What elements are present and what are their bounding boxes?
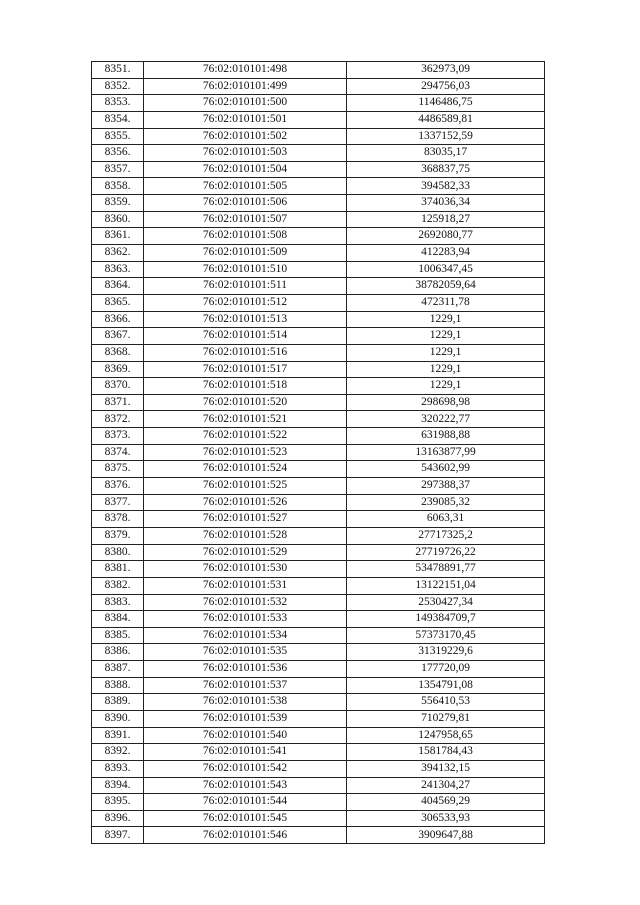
table-row	[92, 478, 545, 495]
cadastral-number-cell: 76:02:010101:537	[144, 677, 347, 694]
table-row	[92, 278, 545, 295]
cadastral-value-cell: 1229,1	[347, 311, 545, 328]
cadastral-value-cell: 4486589,81	[347, 111, 545, 128]
cadastral-value-cell: 1229,1	[347, 328, 545, 345]
table-row	[92, 261, 545, 278]
cadastral-number-cell: 76:02:010101:540	[144, 727, 347, 744]
table-row	[92, 527, 545, 544]
cadastral-value-cell: 412283,94	[347, 245, 545, 262]
cadastral-value-cell: 239085,32	[347, 494, 545, 511]
table-row	[92, 195, 545, 212]
row-number-cell: 8373.	[92, 428, 144, 445]
cadastral-number-cell: 76:02:010101:523	[144, 444, 347, 461]
cadastral-value-cell: 1354791,08	[347, 677, 545, 694]
row-number-cell: 8396.	[92, 810, 144, 827]
row-number-cell: 8381.	[92, 561, 144, 578]
table-row	[92, 594, 545, 611]
cadastral-value-cell: 1337152,59	[347, 128, 545, 145]
cadastral-number-cell: 76:02:010101:541	[144, 744, 347, 761]
cadastral-value-cell: 394132,15	[347, 760, 545, 777]
table-row	[92, 677, 545, 694]
table-row	[92, 378, 545, 395]
table-row	[92, 145, 545, 162]
table-row	[92, 727, 545, 744]
table-row	[92, 810, 545, 827]
row-number-cell: 8365.	[92, 294, 144, 311]
row-number-cell: 8377.	[92, 494, 144, 511]
row-number-cell: 8366.	[92, 311, 144, 328]
cadastral-value-cell: 1146486,75	[347, 95, 545, 112]
table-row	[92, 744, 545, 761]
cadastral-number-cell: 76:02:010101:544	[144, 794, 347, 811]
cadastral-value-cell: 1247958,65	[347, 727, 545, 744]
row-number-cell: 8390.	[92, 710, 144, 727]
cadastral-number-cell: 76:02:010101:510	[144, 261, 347, 278]
cadastral-value-cell: 2692080,77	[347, 228, 545, 245]
cadastral-number-cell: 76:02:010101:527	[144, 511, 347, 528]
cadastral-number-cell: 76:02:010101:546	[144, 827, 347, 844]
row-number-cell: 8393.	[92, 760, 144, 777]
row-number-cell: 8379.	[92, 527, 144, 544]
table-row	[92, 178, 545, 195]
row-number-cell: 8357.	[92, 161, 144, 178]
row-number-cell: 8378.	[92, 511, 144, 528]
cadastral-value-cell: 125918,27	[347, 211, 545, 228]
table-row	[92, 311, 545, 328]
table-row	[92, 411, 545, 428]
cadastral-number-cell: 76:02:010101:513	[144, 311, 347, 328]
cadastral-number-cell: 76:02:010101:525	[144, 478, 347, 495]
cadastral-number-cell: 76:02:010101:531	[144, 577, 347, 594]
cadastral-number-cell: 76:02:010101:526	[144, 494, 347, 511]
row-number-cell: 8383.	[92, 594, 144, 611]
cadastral-number-cell: 76:02:010101:542	[144, 760, 347, 777]
cadastral-value-cell: 556410,53	[347, 694, 545, 711]
cadastral-value-cell: 6063,31	[347, 511, 545, 528]
row-number-cell: 8353.	[92, 95, 144, 112]
cadastral-value-cell: 83035,17	[347, 145, 545, 162]
row-number-cell: 8362.	[92, 245, 144, 262]
cadastral-value-cell: 294756,03	[347, 78, 545, 95]
cadastral-number-cell: 76:02:010101:509	[144, 245, 347, 262]
table-row	[92, 428, 545, 445]
cadastral-number-cell: 76:02:010101:502	[144, 128, 347, 145]
row-number-cell: 8394.	[92, 777, 144, 794]
row-number-cell: 8361.	[92, 228, 144, 245]
cadastral-number-cell: 76:02:010101:506	[144, 195, 347, 212]
table-row	[92, 627, 545, 644]
table-row	[92, 694, 545, 711]
cadastral-number-cell: 76:02:010101:534	[144, 627, 347, 644]
table-row	[92, 661, 545, 678]
cadastral-value-table	[91, 61, 545, 844]
row-number-cell: 8389.	[92, 694, 144, 711]
table-row	[92, 161, 545, 178]
table-row	[92, 294, 545, 311]
cadastral-value-cell: 2530427,34	[347, 594, 545, 611]
table-row	[92, 394, 545, 411]
table-row	[92, 760, 545, 777]
row-number-cell: 8385.	[92, 627, 144, 644]
cadastral-number-cell: 76:02:010101:524	[144, 461, 347, 478]
table-row	[92, 228, 545, 245]
cadastral-value-cell: 543602,99	[347, 461, 545, 478]
cadastral-number-cell: 76:02:010101:539	[144, 710, 347, 727]
cadastral-number-cell: 76:02:010101:518	[144, 378, 347, 395]
cadastral-value-cell: 297388,37	[347, 478, 545, 495]
table-row	[92, 544, 545, 561]
cadastral-value-cell: 362973,09	[347, 62, 545, 79]
row-number-cell: 8352.	[92, 78, 144, 95]
cadastral-value-cell: 306533,93	[347, 810, 545, 827]
table-row	[92, 511, 545, 528]
cadastral-value-cell: 177720,09	[347, 661, 545, 678]
cadastral-number-cell: 76:02:010101:545	[144, 810, 347, 827]
cadastral-number-cell: 76:02:010101:508	[144, 228, 347, 245]
cadastral-value-cell: 149384709,7	[347, 611, 545, 628]
cadastral-number-cell: 76:02:010101:532	[144, 594, 347, 611]
cadastral-value-cell: 1229,1	[347, 344, 545, 361]
cadastral-value-cell: 3909647,88	[347, 827, 545, 844]
cadastral-value-cell: 374036,34	[347, 195, 545, 212]
cadastral-value-cell: 710279,81	[347, 710, 545, 727]
cadastral-number-cell: 76:02:010101:543	[144, 777, 347, 794]
row-number-cell: 8360.	[92, 211, 144, 228]
cadastral-number-cell: 76:02:010101:535	[144, 644, 347, 661]
row-number-cell: 8395.	[92, 794, 144, 811]
row-number-cell: 8380.	[92, 544, 144, 561]
row-number-cell: 8356.	[92, 145, 144, 162]
row-number-cell: 8384.	[92, 611, 144, 628]
cadastral-value-cell: 13122151,04	[347, 577, 545, 594]
cadastral-number-cell: 76:02:010101:500	[144, 95, 347, 112]
cadastral-number-cell: 76:02:010101:499	[144, 78, 347, 95]
table-row	[92, 211, 545, 228]
table-row	[92, 111, 545, 128]
cadastral-number-cell: 76:02:010101:504	[144, 161, 347, 178]
cadastral-number-cell: 76:02:010101:505	[144, 178, 347, 195]
row-number-cell: 8372.	[92, 411, 144, 428]
cadastral-value-cell: 27717325,2	[347, 527, 545, 544]
row-number-cell: 8391.	[92, 727, 144, 744]
table-row	[92, 777, 545, 794]
cadastral-value-cell: 57373170,45	[347, 627, 545, 644]
row-number-cell: 8355.	[92, 128, 144, 145]
cadastral-value-cell: 1229,1	[347, 361, 545, 378]
row-number-cell: 8351.	[92, 62, 144, 79]
cadastral-number-cell: 76:02:010101:528	[144, 527, 347, 544]
cadastral-value-cell: 53478891,77	[347, 561, 545, 578]
table-row	[92, 95, 545, 112]
table-row	[92, 444, 545, 461]
cadastral-number-cell: 76:02:010101:501	[144, 111, 347, 128]
cadastral-value-cell: 1229,1	[347, 378, 545, 395]
cadastral-value-cell: 368837,75	[347, 161, 545, 178]
row-number-cell: 8397.	[92, 827, 144, 844]
row-number-cell: 8354.	[92, 111, 144, 128]
table-row	[92, 245, 545, 262]
table-row	[92, 710, 545, 727]
cadastral-number-cell: 76:02:010101:520	[144, 394, 347, 411]
table-body	[92, 62, 545, 844]
row-number-cell: 8363.	[92, 261, 144, 278]
cadastral-number-cell: 76:02:010101:530	[144, 561, 347, 578]
row-number-cell: 8386.	[92, 644, 144, 661]
cadastral-number-cell: 76:02:010101:512	[144, 294, 347, 311]
cadastral-number-cell: 76:02:010101:536	[144, 661, 347, 678]
cadastral-value-cell: 1581784,43	[347, 744, 545, 761]
row-number-cell: 8375.	[92, 461, 144, 478]
row-number-cell: 8371.	[92, 394, 144, 411]
table-row	[92, 62, 545, 79]
cadastral-number-cell: 76:02:010101:529	[144, 544, 347, 561]
table-row	[92, 361, 545, 378]
cadastral-number-cell: 76:02:010101:511	[144, 278, 347, 295]
table-row	[92, 794, 545, 811]
row-number-cell: 8376.	[92, 478, 144, 495]
cadastral-value-cell: 631988,88	[347, 428, 545, 445]
row-number-cell: 8387.	[92, 661, 144, 678]
table-row	[92, 561, 545, 578]
table-row	[92, 344, 545, 361]
table-row	[92, 328, 545, 345]
row-number-cell: 8374.	[92, 444, 144, 461]
cadastral-value-cell: 298698,98	[347, 394, 545, 411]
cadastral-number-cell: 76:02:010101:503	[144, 145, 347, 162]
cadastral-number-cell: 76:02:010101:498	[144, 62, 347, 79]
cadastral-value-cell: 320222,77	[347, 411, 545, 428]
cadastral-value-cell: 31319229,6	[347, 644, 545, 661]
cadastral-value-cell: 13163877,99	[347, 444, 545, 461]
table-row	[92, 128, 545, 145]
cadastral-number-cell: 76:02:010101:516	[144, 344, 347, 361]
cadastral-number-cell: 76:02:010101:522	[144, 428, 347, 445]
cadastral-number-cell: 76:02:010101:507	[144, 211, 347, 228]
cadastral-value-cell: 1006347,45	[347, 261, 545, 278]
row-number-cell: 8388.	[92, 677, 144, 694]
cadastral-number-cell: 76:02:010101:538	[144, 694, 347, 711]
table-row	[92, 577, 545, 594]
row-number-cell: 8382.	[92, 577, 144, 594]
row-number-cell: 8369.	[92, 361, 144, 378]
cadastral-value-cell: 404569,29	[347, 794, 545, 811]
cadastral-number-cell: 76:02:010101:521	[144, 411, 347, 428]
cadastral-number-cell: 76:02:010101:517	[144, 361, 347, 378]
cadastral-value-cell: 241304,27	[347, 777, 545, 794]
table-row	[92, 644, 545, 661]
row-number-cell: 8370.	[92, 378, 144, 395]
cadastral-value-cell: 27719726,22	[347, 544, 545, 561]
table-row	[92, 611, 545, 628]
table-row	[92, 494, 545, 511]
row-number-cell: 8358.	[92, 178, 144, 195]
row-number-cell: 8392.	[92, 744, 144, 761]
table-row	[92, 78, 545, 95]
row-number-cell: 8364.	[92, 278, 144, 295]
cadastral-value-cell: 472311,78	[347, 294, 545, 311]
row-number-cell: 8368.	[92, 344, 144, 361]
cadastral-number-cell: 76:02:010101:533	[144, 611, 347, 628]
table-row	[92, 461, 545, 478]
row-number-cell: 8367.	[92, 328, 144, 345]
table-row	[92, 827, 545, 844]
cadastral-number-cell: 76:02:010101:514	[144, 328, 347, 345]
cadastral-value-cell: 394582,33	[347, 178, 545, 195]
cadastral-value-cell: 38782059,64	[347, 278, 545, 295]
row-number-cell: 8359.	[92, 195, 144, 212]
